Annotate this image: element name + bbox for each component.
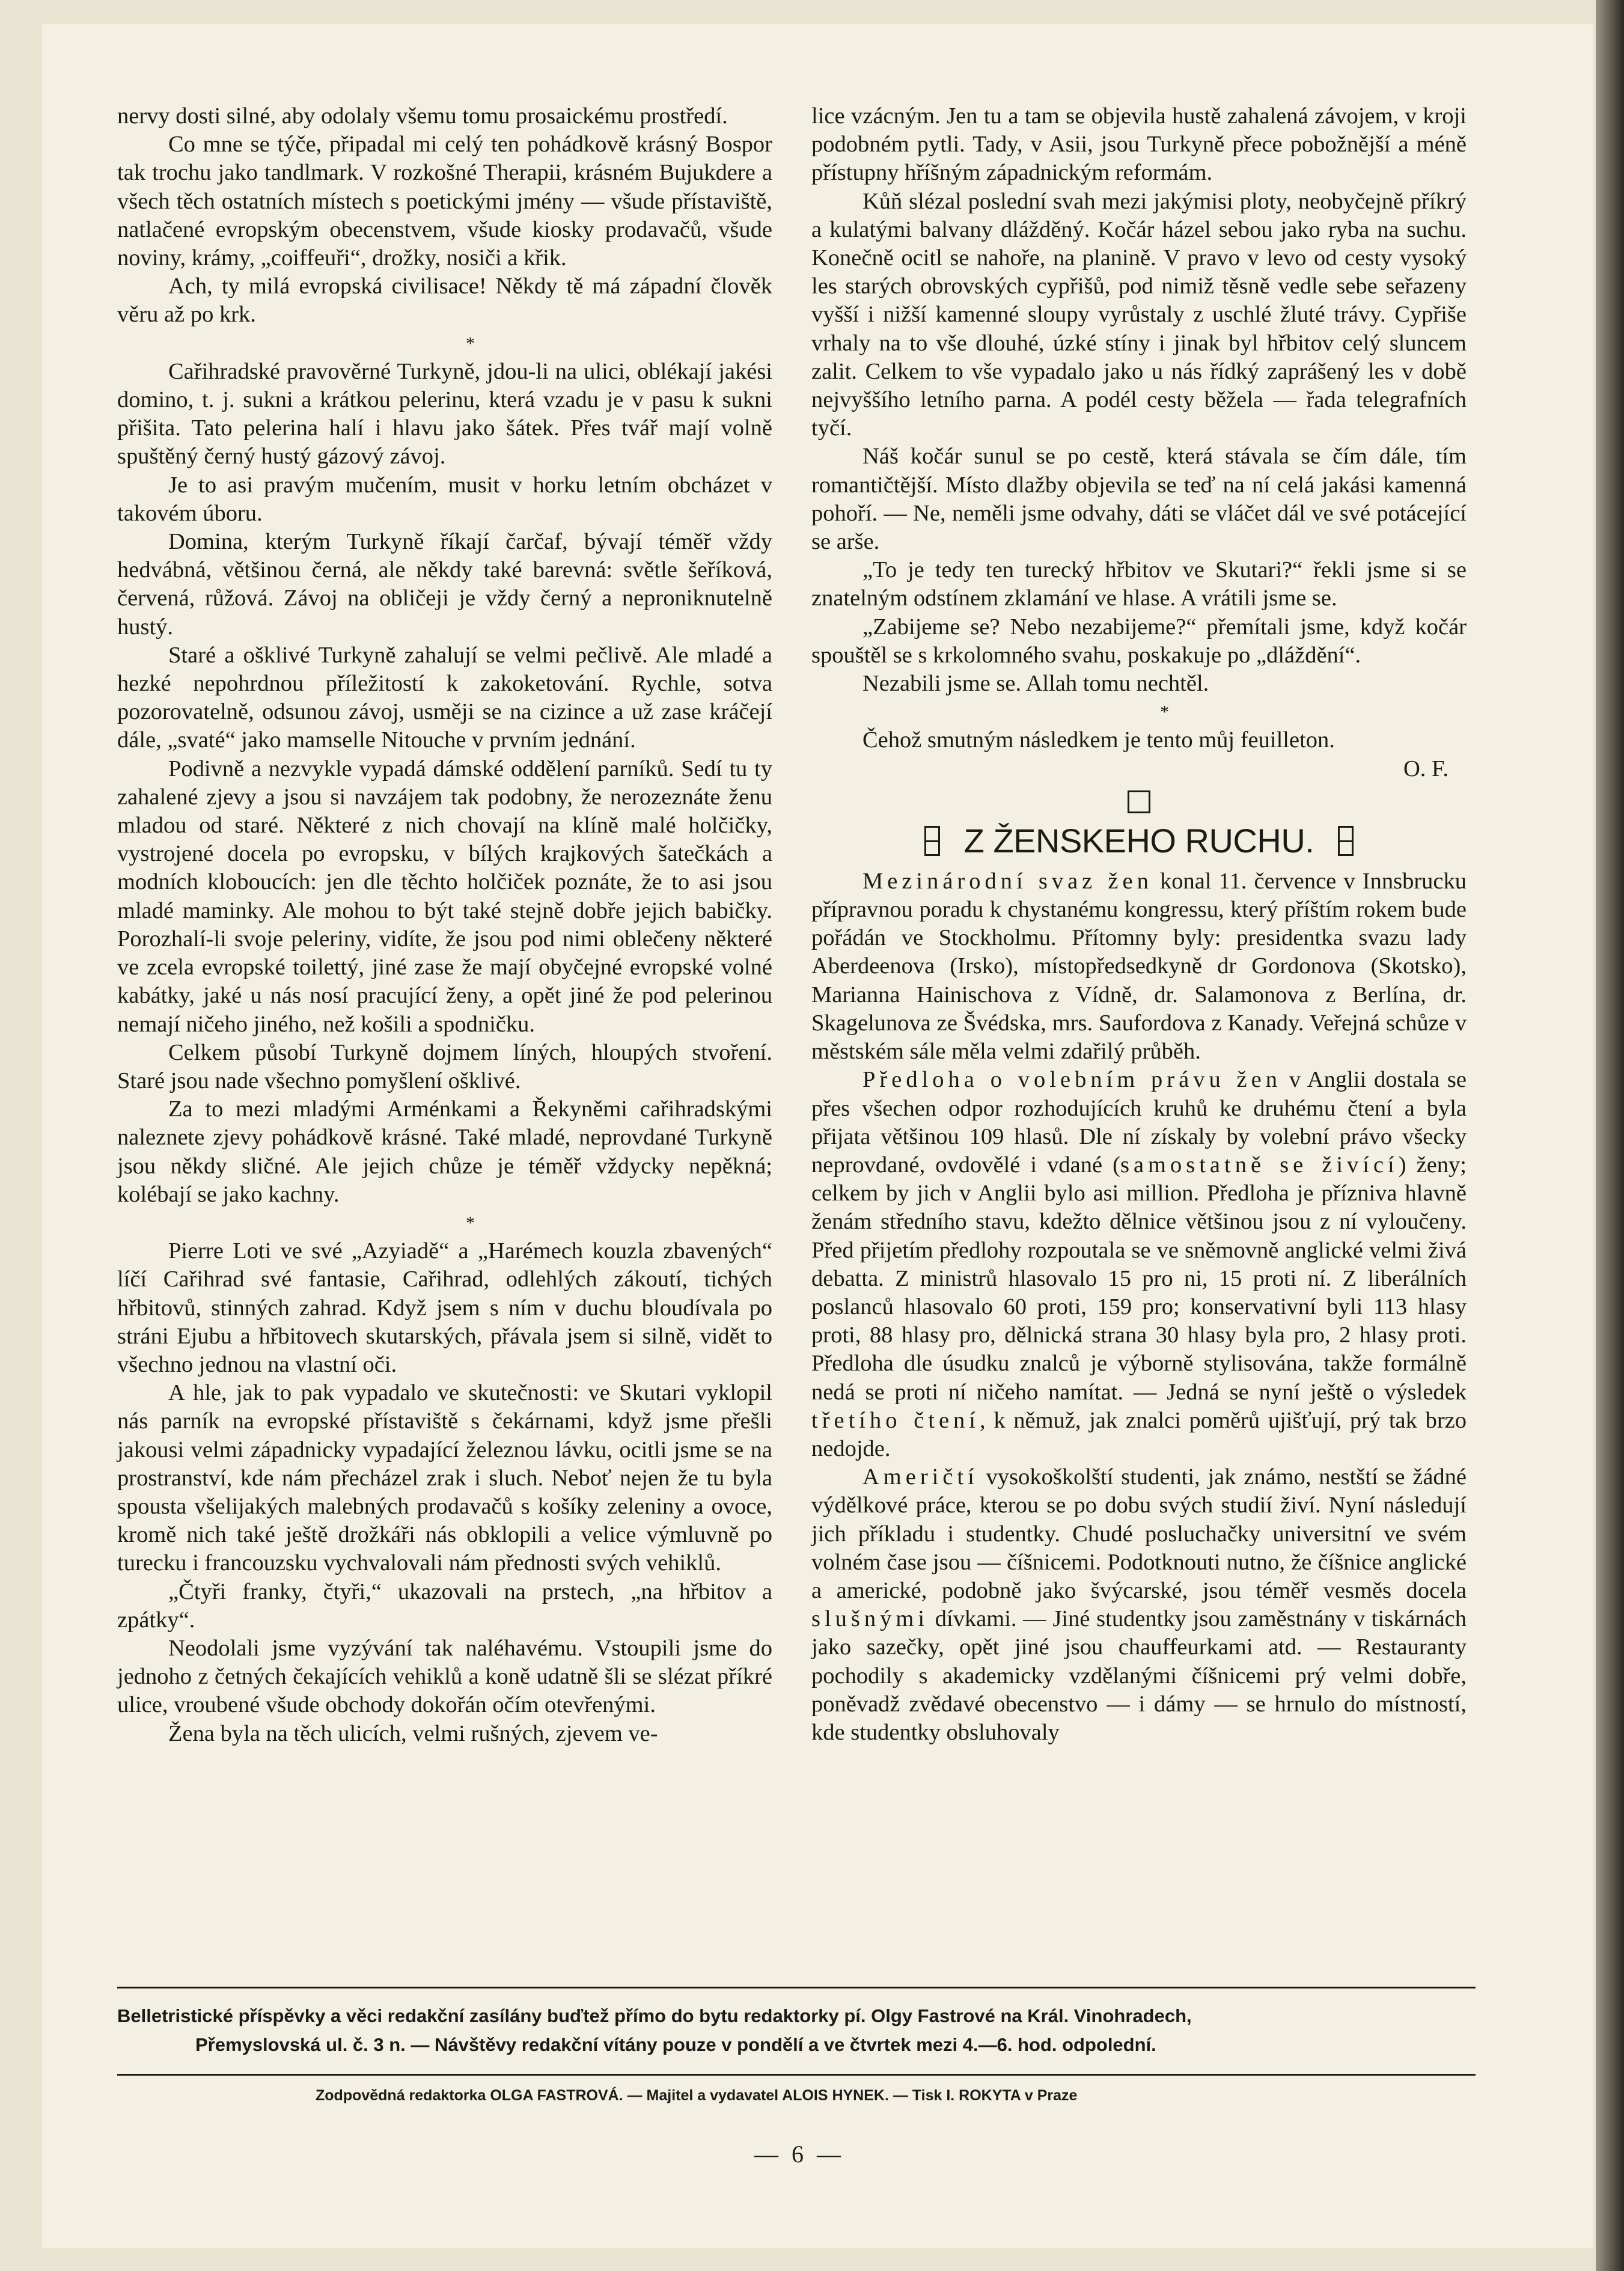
footer-rule	[117, 2074, 1476, 2076]
paragraph: Domina, kterým Turkyně říkají čarčaf, bývají téměř vždy hedvábná, většinou černá, ale někdy také barevná: světle šeříková, červená, růžová. Závoj na obličeji je vždy černý a neproniknutelně hustý.	[117, 529, 772, 640]
paragraph: Cařihradské pravověrné Turkyně, jdou-li na ulici, oblékají jakési domino, t. j. sukni a krátkou pelerinu, která vzadu je v pasu k sukni přišita. Tato pelerina halí i hlavu jako šátek. Přes tvář mají volně spuštěný černý hustý gázový závoj.	[117, 358, 772, 469]
spaced-emphasis: samostatně se živící	[1120, 1152, 1399, 1178]
section-title: Z ŽENSKEHO RUCHU.	[963, 821, 1314, 860]
paragraph: Je to asi pravým mučením, musit v horku letním obcházet v takovém úboru.	[117, 472, 772, 526]
news-lead: Předloha o volebním právu žen	[862, 1067, 1281, 1093]
paragraph: „Čtyři franky, čtyři,“ ukazovali na prstech, „na hřbitov a zpátky“.	[117, 1579, 772, 1633]
paragraph: Podivně a nezvykle vypadá dámské oddělení parníků. Sedí tu ty zahalené zjevy a jsou si navzájem tak podobny, že nerozeznáte ženu mladou od staré. Některé z nich chovají na klíně malé holčičky, vystrojené docela po evropsku, v bílých krajkových šatečkách a modních kloboucích: jen dle těchto holčiček poznáte, že to asi jsou mladé maminky. Ale mohou to být také stejně dobře jejich babičky. Porozhalí-li svoje peleriny, vidíte, že jsou pod nimi oblečeny některé ve zcela evropské toilettý, jiné zase že mají obyčejné evropské volné kabátky, jaké u nás nosí pracující ženy, a opět jiné že pod pelerinou nemají ničeho jiného, než košili a spodničku.	[117, 756, 772, 1037]
footer-rule	[117, 1987, 1476, 1988]
paragraph: Neodolali jsme vyzývání tak naléhavému. Vstoupili jsme do jednoho z četných čekajících vehiklů a koně udatně šli se slézat příkré ulice, vroubené všude obchody dokořán očím otevřenými.	[117, 1635, 772, 1718]
imprint-line: Zodpovědná redaktorka OLGA FASTROVÁ. — Majitel a vydavatel ALOIS HYNEK. — Tisk I. ROKYTA v Praze	[316, 2087, 1078, 2104]
notice-line: Přemyslovská ul. č. 3 n. — Návštěvy redakční vítány pouze v pondělí a ve čtvrtek mezi 4.—6. hod. odpolední.	[195, 2034, 1156, 2055]
paragraph: Kůň slézal poslední svah mezi jakýmisi ploty, neobyčejně příkrý a kulatými balvany dlážděný. Kočár házel sebou jako ryba na suchu. Konečně ocitl se nahoře, na planině. V pravo v levo od cesty vysoký les starých obrovských cypřišů, pod nimiž těsně vedle sebe seřazeny vyšší i nižší kamenné sloupy vyrůstaly z uschlé žluté trávy. Cypřiše vrhaly na to vše dlouhé, úzké stíny i jinak byl hřbitov celý sluncem zalit. Celkem to vše vypadalo jako u nás řídký zaprášený les v době nejvyššího letního parna. A podél cesty běžela — řada telegrafních tyčí.	[811, 188, 1467, 441]
news-item	[811, 867, 1467, 1066]
news-text: ) ženy; celkem by jich v Anglii bylo asi million. Předloha je přízniva hlavně ženám středního stavu, kdežto dělnice většinou jsou z ní vyloučeny. Před přijetím předlohy rozpoutala se ve sněmovně anglické velmi živá debatta. Z ministrů hlasovalo 15 pro ni, 15 proti ní. Z liberálních poslanců hlasovalo 60 proti, 159 pro; konservativní byli 113 hlasy proti, 88 hlasy pro, dělnická strana 30 hlasy byla pro, 2 hlasy proti. Předloha dle úsudku znalců je výborně stylisována, takže formálně nedá se proti ní ničeho namítat. — Jedná se nyní ještě o výsledek	[811, 1152, 1467, 1405]
right-column	[811, 102, 1467, 1747]
news-text: konal 11. července v Innsbrucku přípravnou poradu k chystanému kongressu, který příštím rokem bude pořádán ve Stockholmu. Přítomny byly: presidentka svazu lady Aberdeenova (Irsko), místopředsedkyně dr Gordonova (Skotsko), Marianna Hainischova z Vídně, dr. Salamonova z Berlína, dr. Skagelunova ze Švédska, mrs. Saufordova z Kanady. Veřejná schůze v městském sále měla velmi zdařilý průběh.	[811, 868, 1467, 1065]
news-text: v Anglii dostala se přes všechen odpor rozhodujících kruhů ke druhému čtení a byla přijata většinou 109 hlasů. Dle ní získaly by volební právo všecky neprovdané, ovdovělé i vdané (	[811, 1067, 1467, 1178]
paragraph: A hle, jak to pak vypadalo ve skutečnosti: ve Skutari vyklopil nás parník na evropské přístaviště s čekárnami, když jsme přešli jakousi velmi západnicky vypadající železnou lávku, ocitli jsme se na prostranství, kde nám přecházel zrak i sluch. Neboť nejen že tu byla spousta všelijakých malebných prodavačů s košíky zeleniny a ovoce, kromě nich také ještě drožkáři nás obklopili a velice výmluvně po turecku i francouzsku vychvalovali nám přednosti svých vehiklů.	[117, 1380, 772, 1576]
paragraph: Za to mezi mladými Arménkami a Řekyněmi cařihradskými naleznete zjevy pohádkově krásné. Také mladé, neprovdané Turkyně jsou někdy sličné. Ale jejich chůze je téměř vždycky nepěkná; kolébají se jako kachny.	[117, 1096, 772, 1207]
ornament-bracket-icon	[924, 826, 940, 856]
paragraph: Nezabili jsme se. Allah tomu nechtěl.	[862, 671, 1209, 697]
paragraph: Ach, ty milá evropská civilisace! Někdy tě má západní člověk věru až po krk.	[117, 274, 772, 328]
paragraph: Celkem působí Turkyně dojmem líných, hloupých stvoření. Staré jsou nade všechno pomyšlení ošklivé.	[117, 1039, 772, 1093]
book-gutter-edge	[1596, 0, 1624, 2271]
spaced-emphasis: slušnými	[811, 1606, 929, 1632]
paragraph: Pierre Loti ve své „Azyiadě“ a „Harémech kouzla zbavených“ líčí Cařihrad své fantasie, Cařihrad, odlehlých zákoutí, tichých hřbitovů, stinných zahrad. Když jsem s ním v duchu bloudívala po stráni Ejubu a hřbitovech skutarských, přávala jsem si silně, vidět to všechno jednou na vlastní oči.	[117, 1238, 772, 1377]
section-separator-star: *	[466, 333, 475, 353]
left-column	[117, 102, 772, 1748]
news-text: dívkami. — Jiné studentky jsou zaměstnány v tiskárnách jako sazečky, opět jiné jsou chauffeurkami atd. — Restauranty pochodily s akademicky vzdělanými číšnicemi prý velmi dobře, poněvadž zvědavé obecenstvo — i dámy — se hrnulo do místností, kde studentky obsluhovaly	[811, 1606, 1467, 1745]
news-text: vysokoškolští studenti, jak známo, nestští se žádné výdělkové práce, kterou se po dobu svých studií živí. Nyní následují jich příkladu i studentky. Chudé posluchačky universitní ve svém volném čase jsou — číšnicemi. Podotknouti nutno, že číšnice anglické a americké, podobně jako švýcarské, jsou téměř vesměs docela	[811, 1464, 1467, 1603]
paragraph: Žena byla na těch ulicích, velmi rušných, zjevem ve-	[168, 1720, 658, 1746]
author-signature: O. F.	[1403, 756, 1448, 781]
notice-line: Belletristické příspěvky a věci redakční zasílány buďtež přímo do bytu redaktorky pí. Olgy Fastrové na Král. Vinohradech,	[117, 2005, 1192, 2026]
paragraph: Náš kočár sunul se po cestě, která stávala se čím dále, tím romantičtější. Místo dlažby objevila se teď na ní celá jakási kamenná pohoří. — Ne, neměli jsme odvahy, dáti se vláčet dál ve své potácející se arše.	[811, 444, 1467, 555]
spaced-emphasis: třetího čtení	[811, 1407, 980, 1433]
paragraph: nervy dosti silné, aby odolaly všemu tomu prosaickému prostředí.	[117, 103, 728, 129]
editorial-notice	[117, 2002, 1476, 2059]
news-item	[811, 1066, 1467, 1463]
news-item	[811, 1463, 1467, 1747]
paragraph: lice vzácným. Jen tu a tam se objevila hustě zahalená závojem, v kroji podobném pytli. Tady, v Asii, jsou Turkyně přece pobožnější a méně přístupny hříšným západnickým reformám.	[811, 103, 1467, 186]
paragraph: Čehož smutným následkem je tento můj feuilleton.	[862, 727, 1335, 753]
paragraph: „To je tedy ten turecký hřbitov ve Skutari?“ řekli jsme si se znatelným odstínem zklamání ve hlase. A vrátili jsme se.	[811, 557, 1467, 611]
ornament-square-icon	[1128, 790, 1150, 813]
paragraph: Co mne se týče, připadal mi celý ten pohádkově krásný Bospor tak trochu jako tandlmark. V rozkošné Therapii, krásném Bujukdere a všech těch ostatních místech s poetickými jmény — všude přístaviště, natlačené evropským obecenstvem, všude kiosky prodavačů, všude noviny, krámy, „coiffeuři“, drožky, nosiči a křik.	[117, 132, 772, 271]
page-number: — 6 —	[754, 2141, 844, 2168]
section-heading	[811, 822, 1467, 860]
paragraph: „Zabijeme se? Nebo nezabijeme?“ přemítali jsme, když kočár spouštěl se s krkolomného svahu, poskakuje po „dláždění“.	[811, 614, 1467, 668]
news-lead: Američtí	[862, 1464, 978, 1490]
news-text: , k němuž, jak znalci poměrů ujišťují, prý tak brzo nedojde.	[811, 1407, 1467, 1461]
section-separator-star: *	[1160, 702, 1169, 723]
paragraph: Staré a ošklivé Turkyně zahalují se velmi pečlivě. Ale mladé a hezké nepohrdnou příležitostí k zakoketování. Rychle, sotva pozorovatelně, odsunou závoj, usměji se na cizince a už zase kráčejí dále, „svaté“ jako mamselle Nitouche v prvním jednání.	[117, 642, 772, 753]
news-lead: Mezinárodní svaz žen	[862, 868, 1153, 894]
section-separator-star: *	[466, 1212, 475, 1233]
ornament-bracket-icon	[1338, 826, 1354, 856]
